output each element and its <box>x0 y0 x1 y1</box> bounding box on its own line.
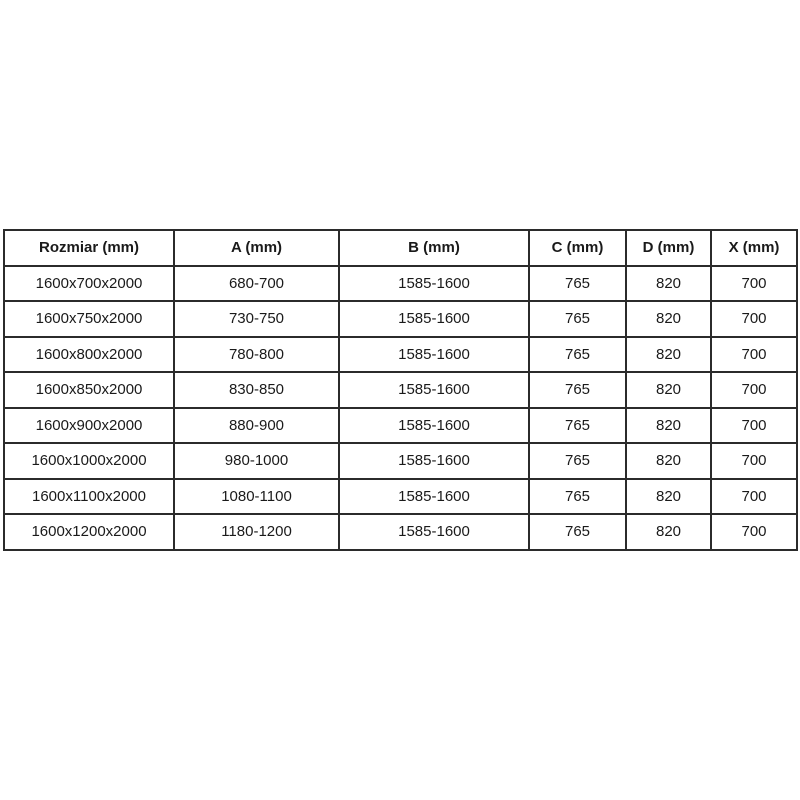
table-cell: 1585-1600 <box>339 408 529 444</box>
table-cell: 700 <box>711 266 797 302</box>
table-cell: 1585-1600 <box>339 514 529 550</box>
table-cell: 765 <box>529 337 626 373</box>
dimensions-table-container <box>3 229 796 551</box>
table-cell: 1600x1100x2000 <box>4 479 174 515</box>
table-cell: 765 <box>529 266 626 302</box>
table-cell: 820 <box>626 408 711 444</box>
table-cell: 765 <box>529 408 626 444</box>
table-cell: 820 <box>626 337 711 373</box>
table-cell: 680-700 <box>174 266 339 302</box>
table-cell: 820 <box>626 301 711 337</box>
table-cell: 980-1000 <box>174 443 339 479</box>
table-cell: 700 <box>711 514 797 550</box>
table-row <box>4 479 797 515</box>
table-cell: 1585-1600 <box>339 443 529 479</box>
table-cell: 1585-1600 <box>339 337 529 373</box>
table-cell: 1585-1600 <box>339 479 529 515</box>
column-header: B (mm) <box>339 230 529 266</box>
table-row <box>4 372 797 408</box>
table-cell: 780-800 <box>174 337 339 373</box>
table-cell: 765 <box>529 514 626 550</box>
header-row <box>4 230 797 266</box>
table-cell: 1600x1000x2000 <box>4 443 174 479</box>
table-cell: 1600x750x2000 <box>4 301 174 337</box>
table-cell: 830-850 <box>174 372 339 408</box>
table-cell: 820 <box>626 372 711 408</box>
table-cell: 1180-1200 <box>174 514 339 550</box>
column-header: X (mm) <box>711 230 797 266</box>
table-cell: 765 <box>529 301 626 337</box>
column-header: A (mm) <box>174 230 339 266</box>
table-cell: 700 <box>711 408 797 444</box>
table-cell: 700 <box>711 443 797 479</box>
table-cell: 820 <box>626 479 711 515</box>
table-row <box>4 301 797 337</box>
table-cell: 1600x900x2000 <box>4 408 174 444</box>
table-cell: 1600x800x2000 <box>4 337 174 373</box>
table-cell: 765 <box>529 372 626 408</box>
table-cell: 730-750 <box>174 301 339 337</box>
table-row <box>4 443 797 479</box>
table-cell: 700 <box>711 337 797 373</box>
column-header: Rozmiar (mm) <box>4 230 174 266</box>
table-cell: 820 <box>626 443 711 479</box>
table-cell: 820 <box>626 514 711 550</box>
table-cell: 700 <box>711 372 797 408</box>
table-cell: 1585-1600 <box>339 372 529 408</box>
table-cell: 1585-1600 <box>339 301 529 337</box>
table-row <box>4 266 797 302</box>
table-cell: 765 <box>529 443 626 479</box>
column-header: D (mm) <box>626 230 711 266</box>
table-cell: 820 <box>626 266 711 302</box>
table-row <box>4 337 797 373</box>
table-cell: 700 <box>711 301 797 337</box>
table-cell: 765 <box>529 479 626 515</box>
table-row <box>4 514 797 550</box>
table-cell: 1585-1600 <box>339 266 529 302</box>
table-row <box>4 408 797 444</box>
table-cell: 1600x1200x2000 <box>4 514 174 550</box>
table-cell: 700 <box>711 479 797 515</box>
column-header: C (mm) <box>529 230 626 266</box>
table-cell: 1600x700x2000 <box>4 266 174 302</box>
table-cell: 1080-1100 <box>174 479 339 515</box>
dimensions-table <box>3 229 798 551</box>
table-cell: 1600x850x2000 <box>4 372 174 408</box>
table-cell: 880-900 <box>174 408 339 444</box>
